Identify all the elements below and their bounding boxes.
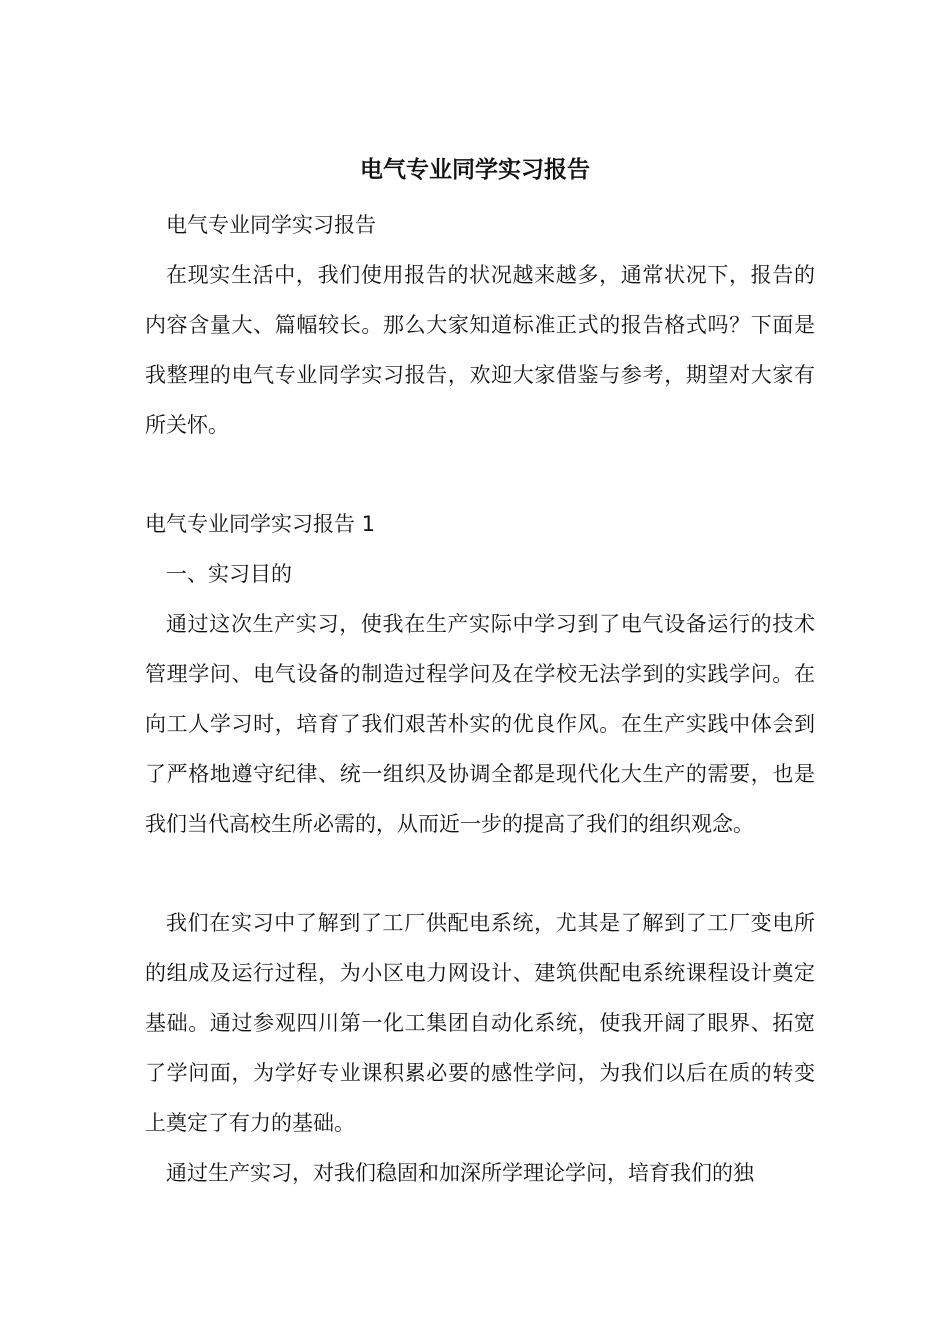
intro-paragraph: 在现实生活中，我们使用报告的状况越来越多，通常状况下，报告的内容含量大、篇幅较长。那么大家知道标准正式的报告格式吗？下面是我整理的电气专业同学实习报告，欢迎大家借鉴与参考，期望对大家有所关怀。 [145, 263, 815, 437]
body-paragraph: 我们在实习中了解到了工厂供配电系统，尤其是了解到了工厂变电所的组成及运行过程，为小区电力网设计、建筑供配电系统课程设计奠定基础。通过参观四川第一化工集团自动化系统，使我开阔了眼界、拓宽了学问面，为学好专业课积累必要的感性学问，为我们以后在质的转变上奠定了有力的基础。 [145, 911, 815, 1135]
body-paragraph: 通过生产实习，对我们稳固和加深所学理论学问，培育我们的独 [166, 1161, 754, 1185]
document-title: 电气专业同学实习报告 [360, 157, 590, 183]
subsection-title: 一、实习目的 [166, 562, 292, 586]
section-title: 电气专业同学实习报告 1 [145, 512, 376, 536]
body-paragraph: 通过这次生产实习，使我在生产实际中学习到了电气设备运行的技术管理学问、电气设备的制造过程学问及在学校无法学到的实践学问。在向工人学习时，培育了我们艰苦朴实的优良作风。在生产实践中体会到了严格地遵守纪律、统一组织及协调全都是现代化大生产的需要，也是我们当代高校生所必需的，从而近一步的提高了我们的组织观念。 [145, 612, 815, 836]
document-subtitle: 电气专业同学实习报告 [166, 213, 376, 237]
